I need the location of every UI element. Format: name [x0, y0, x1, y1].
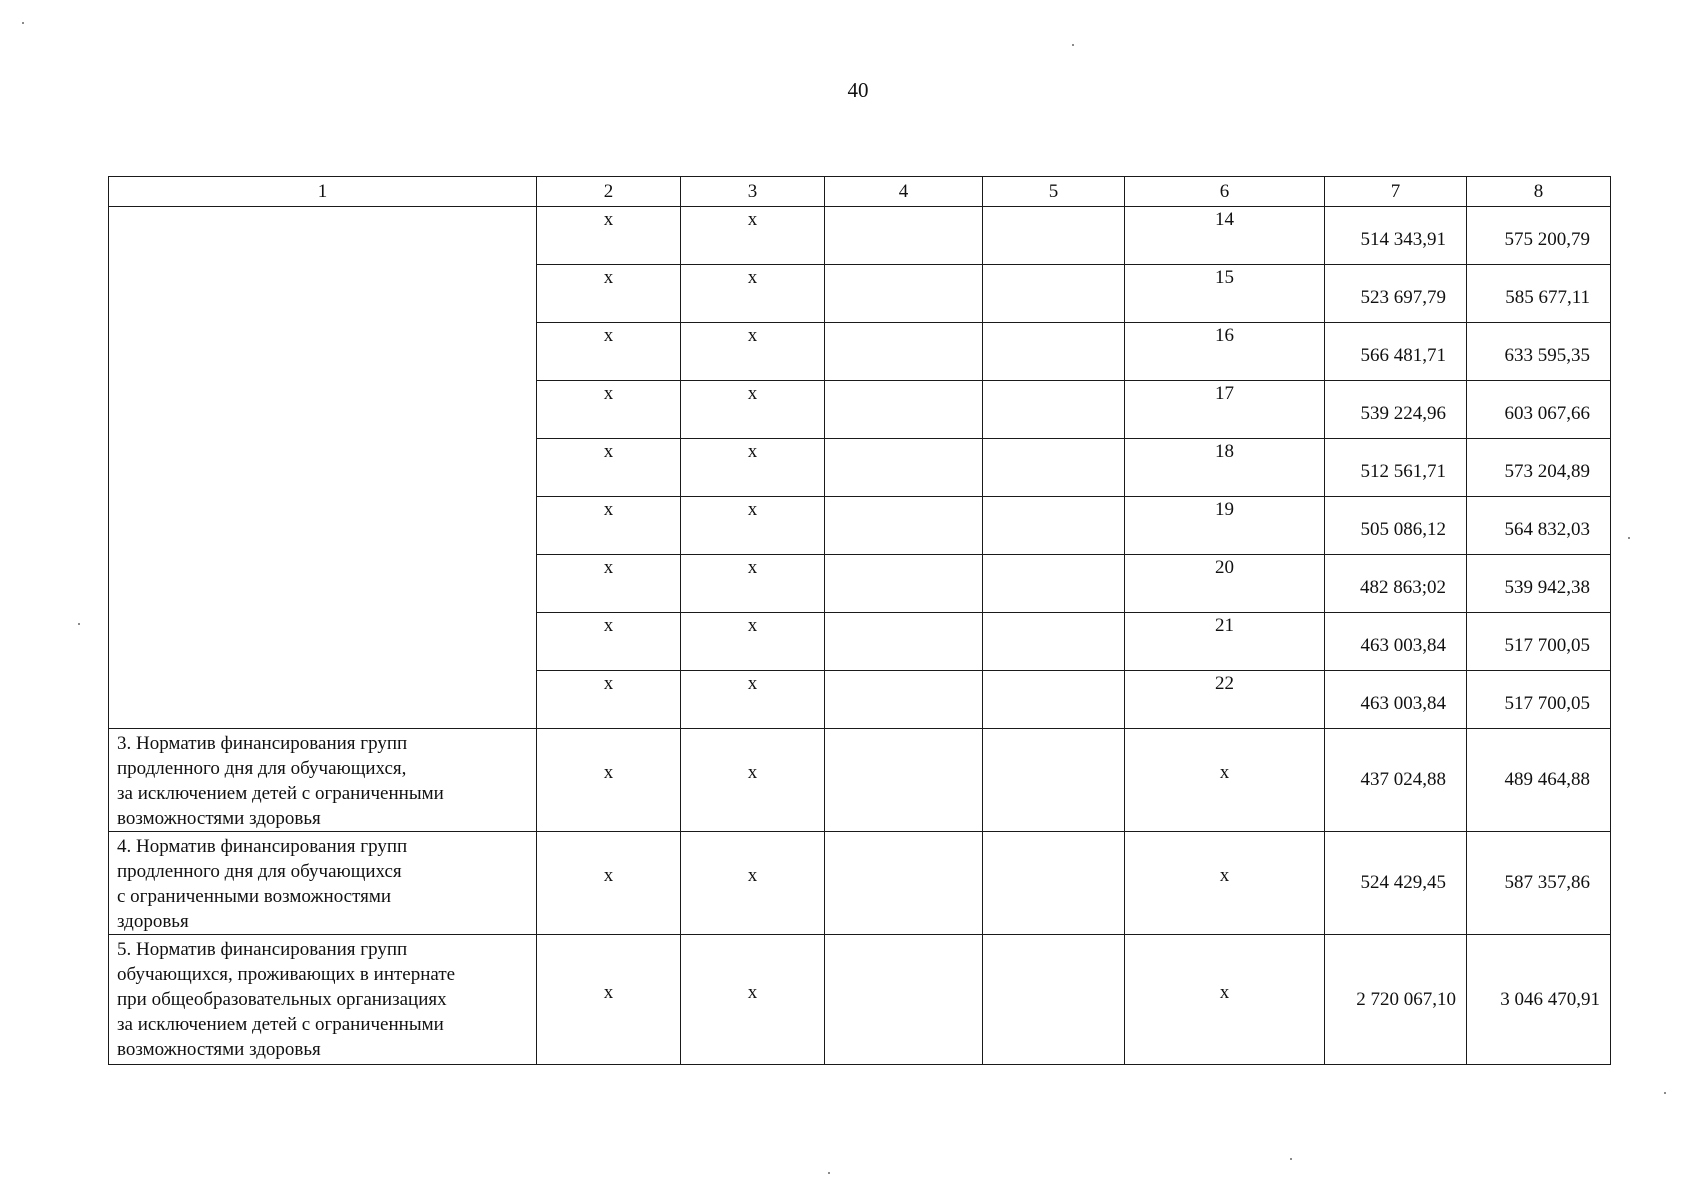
- column-number: 2: [537, 177, 681, 207]
- cell-col5: [983, 729, 1125, 832]
- cell-col6: х: [1125, 935, 1325, 1065]
- cell-col2: х: [537, 439, 681, 497]
- cell-col3: х: [681, 729, 825, 832]
- norm-label-line: 5. Норматив финансирования групп: [117, 939, 408, 960]
- cell-col6: 18: [1125, 439, 1325, 497]
- cell-col2: х: [537, 207, 681, 265]
- cell-col2: х: [537, 265, 681, 323]
- norm-label-line: обучающихся, проживающих в интернате: [117, 964, 456, 985]
- financing-norms-table: [108, 176, 1611, 1065]
- merged-label-cell: [109, 207, 537, 729]
- cell-col3: х: [681, 323, 825, 381]
- cell-col4: [825, 265, 983, 323]
- norm-label-line: возможностями здоровья: [117, 1039, 321, 1060]
- cell-col2: х: [537, 613, 681, 671]
- cell-col7-value: 437 024,88: [1325, 729, 1467, 832]
- column-number: 8: [1467, 177, 1611, 207]
- cell-col3: х: [681, 555, 825, 613]
- page-number: 40: [847, 78, 869, 102]
- table-row: [109, 729, 1611, 832]
- cell-col7-value: 482 863;02: [1325, 555, 1467, 613]
- column-number-row: [109, 177, 1611, 207]
- cell-col8-value: 517 700,05: [1467, 613, 1611, 671]
- cell-col8-value: 564 832,03: [1467, 497, 1611, 555]
- cell-col7-value: 566 481,71: [1325, 323, 1467, 381]
- cell-col7-value: 524 429,45: [1325, 832, 1467, 935]
- norm-label-cell: [109, 729, 537, 832]
- cell-col6: 16: [1125, 323, 1325, 381]
- cell-col7-value: 523 697,79: [1325, 265, 1467, 323]
- cell-col4: [825, 207, 983, 265]
- norm-label-line: продленного дня для обучающихся: [117, 861, 402, 882]
- cell-col6: 22: [1125, 671, 1325, 729]
- cell-col4: [825, 439, 983, 497]
- norm-label-cell: [109, 935, 537, 1065]
- norm-label-line: возможностями здоровья: [117, 808, 321, 829]
- cell-col2: х: [537, 671, 681, 729]
- cell-col7-value: 512 561,71: [1325, 439, 1467, 497]
- cell-col5: [983, 439, 1125, 497]
- norm-label-line: здоровья: [117, 911, 189, 932]
- cell-col4: [825, 671, 983, 729]
- column-number: 1: [109, 177, 537, 207]
- cell-col3: х: [681, 381, 825, 439]
- cell-col3: х: [681, 497, 825, 555]
- cell-col4: [825, 832, 983, 935]
- cell-col4: [825, 555, 983, 613]
- cell-col5: [983, 935, 1125, 1065]
- cell-col7-value: 463 003,84: [1325, 671, 1467, 729]
- column-number: 3: [681, 177, 825, 207]
- cell-col6: 20: [1125, 555, 1325, 613]
- cell-col3: х: [681, 832, 825, 935]
- cell-col5: [983, 555, 1125, 613]
- cell-col8-value: 633 595,35: [1467, 323, 1611, 381]
- cell-col7-value: 2 720 067,10: [1325, 935, 1467, 1065]
- cell-col8-value: 517 700,05: [1467, 671, 1611, 729]
- cell-col2: х: [537, 729, 681, 832]
- norm-label-cell: [109, 832, 537, 935]
- cell-col4: [825, 381, 983, 439]
- cell-col4: [825, 935, 983, 1065]
- norm-label-line: за исключением детей с ограниченными: [117, 783, 444, 804]
- cell-col8-value: 573 204,89: [1467, 439, 1611, 497]
- cell-col2: х: [537, 935, 681, 1065]
- cell-col4: [825, 729, 983, 832]
- table-row: [109, 832, 1611, 935]
- cell-col3: х: [681, 935, 825, 1065]
- cell-col2: х: [537, 555, 681, 613]
- cell-col2: х: [537, 381, 681, 439]
- cell-col7-value: 539 224,96: [1325, 381, 1467, 439]
- cell-col3: х: [681, 265, 825, 323]
- cell-col5: [983, 265, 1125, 323]
- cell-col7-value: 505 086,12: [1325, 497, 1467, 555]
- cell-col7-value: 514 343,91: [1325, 207, 1467, 265]
- cell-col5: [983, 497, 1125, 555]
- cell-col8-value: 539 942,38: [1467, 555, 1611, 613]
- cell-col5: [983, 323, 1125, 381]
- cell-col3: х: [681, 439, 825, 497]
- column-number: 6: [1125, 177, 1325, 207]
- norm-label-line: при общеобразовательных организациях: [117, 989, 447, 1010]
- norm-label-line: с ограниченными возможностями: [117, 886, 392, 907]
- cell-col5: [983, 671, 1125, 729]
- cell-col3: х: [681, 207, 825, 265]
- cell-col6: х: [1125, 832, 1325, 935]
- cell-col6: 14: [1125, 207, 1325, 265]
- cell-col4: [825, 497, 983, 555]
- cell-col8-value: 575 200,79: [1467, 207, 1611, 265]
- column-number: 5: [983, 177, 1125, 207]
- cell-col2: х: [537, 497, 681, 555]
- cell-col8-value: 489 464,88: [1467, 729, 1611, 832]
- cell-col6: 15: [1125, 265, 1325, 323]
- cell-col5: [983, 832, 1125, 935]
- norm-label-line: 3. Норматив финансирования групп: [117, 733, 408, 754]
- cell-col6: 21: [1125, 613, 1325, 671]
- cell-col4: [825, 613, 983, 671]
- column-number: 7: [1325, 177, 1467, 207]
- cell-col8-value: 585 677,11: [1467, 265, 1611, 323]
- cell-col2: х: [537, 323, 681, 381]
- cell-col6: 19: [1125, 497, 1325, 555]
- table-row: [109, 207, 1611, 265]
- cell-col8-value: 3 046 470,91: [1467, 935, 1611, 1065]
- cell-col3: х: [681, 671, 825, 729]
- cell-col8-value: 587 357,86: [1467, 832, 1611, 935]
- cell-col8-value: 603 067,66: [1467, 381, 1611, 439]
- column-number: 4: [825, 177, 983, 207]
- cell-col2: х: [537, 832, 681, 935]
- norm-label-line: продленного дня для обучающихся,: [117, 758, 407, 779]
- norm-label-line: 4. Норматив финансирования групп: [117, 836, 408, 857]
- cell-col5: [983, 613, 1125, 671]
- cell-col5: [983, 207, 1125, 265]
- norm-label-line: за исключением детей с ограниченными: [117, 1014, 444, 1035]
- cell-col6: 17: [1125, 381, 1325, 439]
- cell-col4: [825, 323, 983, 381]
- cell-col6: х: [1125, 729, 1325, 832]
- cell-col5: [983, 381, 1125, 439]
- cell-col7-value: 463 003,84: [1325, 613, 1467, 671]
- table-row: [109, 935, 1611, 1065]
- cell-col3: х: [681, 613, 825, 671]
